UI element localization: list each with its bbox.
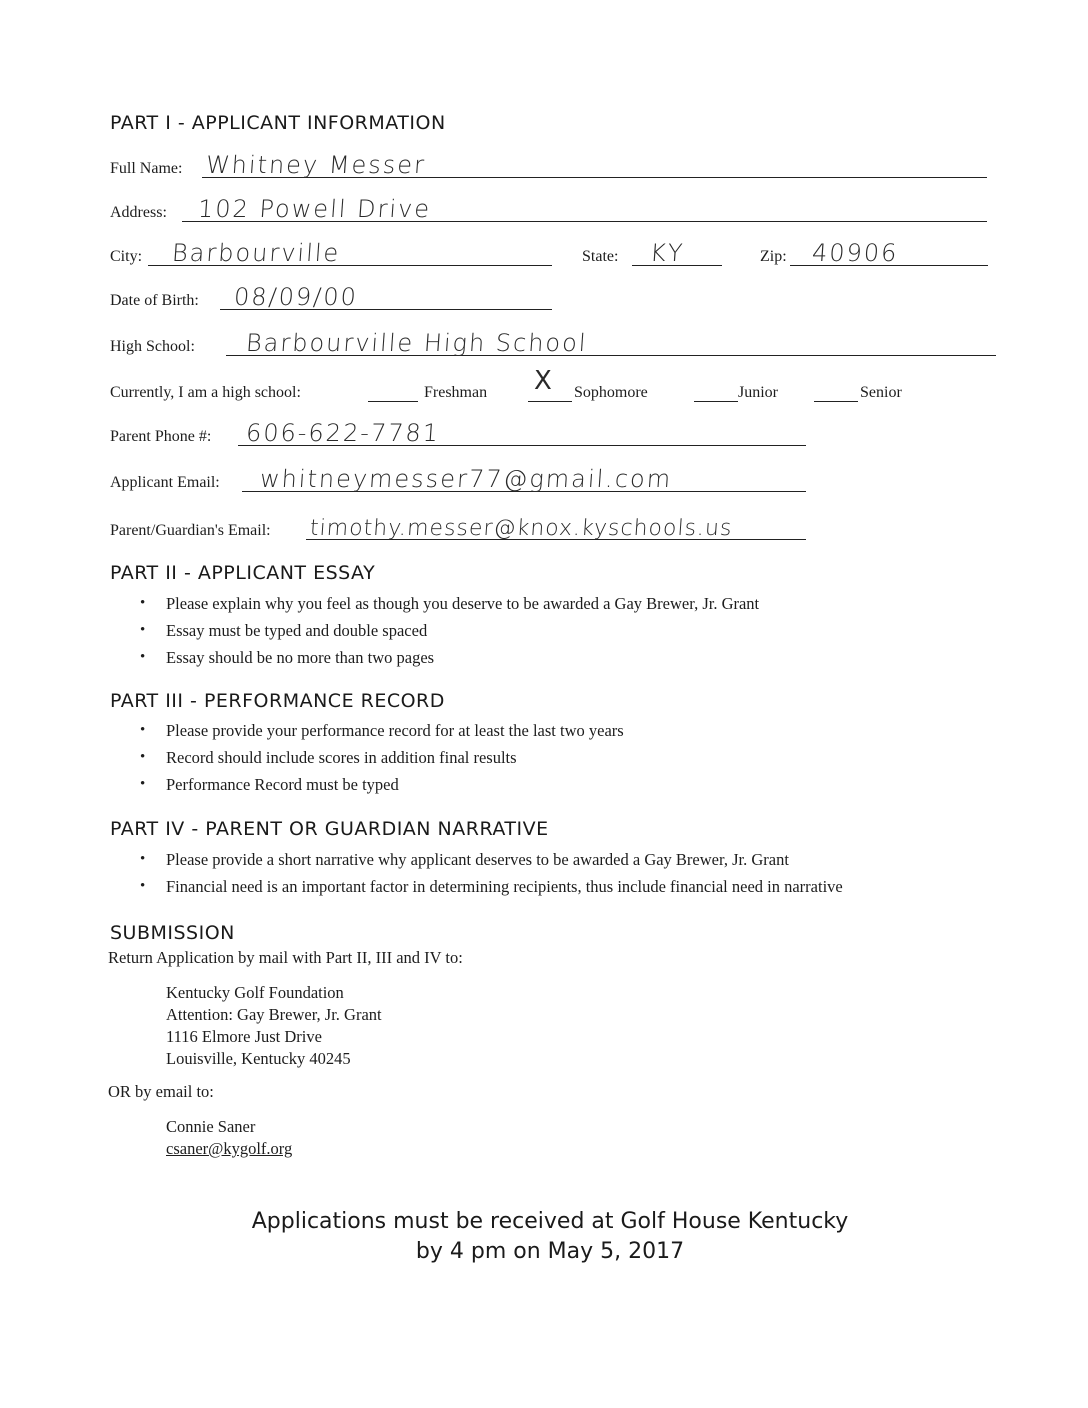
deadline-notice [0, 1207, 1088, 1267]
address-line-2: Attention: Gay Brewer, Jr. Grant [166, 1005, 382, 1024]
parent-phone-field[interactable]: 606-622-7781 [245, 419, 441, 447]
part2-heading: PART II - APPLICANT ESSAY [110, 562, 376, 584]
zip-field[interactable]: 40906 [811, 239, 900, 267]
applicant-email-field[interactable]: whitneymesser77@gmail.com [259, 465, 674, 493]
grade-option-sophomore: Sophomore [574, 384, 648, 401]
email-contact-block [166, 1116, 292, 1160]
dob-field[interactable]: 08/09/00 [233, 283, 359, 311]
junior-blank[interactable] [694, 401, 738, 402]
grade-option-junior: Junior [738, 384, 778, 401]
full-name-row [110, 146, 990, 180]
address-row [110, 190, 990, 224]
high-school-row [110, 324, 1000, 358]
list-item: • Essay should be no more than two pages [166, 644, 759, 671]
dob-row [110, 278, 990, 312]
guardian-email-row [110, 508, 810, 542]
or-email-text: OR by email to: [108, 1082, 214, 1101]
mail-address-block [166, 982, 382, 1070]
grade-label: Currently, I am a high school: [110, 384, 301, 401]
senior-blank[interactable] [814, 401, 858, 402]
grade-row [110, 366, 990, 404]
applicant-email-row [110, 460, 810, 494]
freshman-blank[interactable] [368, 401, 418, 402]
list-item: • Please provide your performance record for at least the last two years [166, 717, 624, 744]
part1-heading: PART I - APPLICANT INFORMATION [110, 112, 446, 134]
sophomore-blank[interactable] [528, 401, 572, 402]
parent-phone-row [110, 414, 810, 448]
address-line-3: 1116 Elmore Just Drive [166, 1027, 322, 1046]
list-item: • Performance Record must be typed [166, 771, 624, 798]
contact-name: Connie Saner [166, 1117, 256, 1136]
guardian-email-label: Parent/Guardian's Email: [110, 522, 271, 539]
list-item: • Essay must be typed and double spaced [166, 617, 759, 644]
address-field[interactable]: 102 Powell Drive [197, 195, 433, 223]
address-line-1: Kentucky Golf Foundation [166, 983, 344, 1002]
submission-intro: Return Application by mail with Part II, III and IV to: [108, 948, 463, 967]
state-label: State: [582, 248, 619, 265]
dob-label: Date of Birth: [110, 292, 199, 309]
list-item: • Record should include scores in addition final results [166, 744, 624, 771]
part4-heading: PART IV - PARENT OR GUARDIAN NARRATIVE [110, 818, 549, 840]
deadline-line-2: by 4 pm on May 5, 2017 [415, 1239, 685, 1264]
part4-bullet-list [138, 846, 843, 900]
list-item: • Please explain why you feel as though you deserve to be awarded a Gay Brewer, Jr. Grant [166, 590, 759, 617]
grade-option-freshman: Freshman [424, 384, 488, 401]
applicant-email-label: Applicant Email: [110, 474, 220, 491]
full-name-field[interactable]: Whitney Messer [205, 151, 427, 179]
city-field[interactable]: Barbourville [171, 239, 342, 267]
list-item: • Please provide a short narrative why applicant deserves to be awarded a Gay Brewer, Jr. Grant [166, 846, 843, 873]
part3-heading: PART III - PERFORMANCE RECORD [110, 690, 445, 712]
city-row [110, 234, 990, 268]
list-item: • Financial need is an important factor in determining recipients, thus include financial need in narrative [166, 873, 843, 900]
high-school-field[interactable]: Barbourville High School [245, 329, 589, 357]
high-school-label: High School: [110, 338, 195, 355]
parent-phone-label: Parent Phone #: [110, 428, 212, 445]
address-line-4: Louisville, Kentucky 40245 [166, 1049, 351, 1068]
full-name-label: Full Name: [110, 160, 183, 177]
zip-label: Zip: [760, 248, 787, 265]
sophomore-x-mark: X [534, 366, 552, 396]
grade-option-senior: Senior [860, 384, 902, 401]
part2-bullet-list [138, 590, 759, 671]
part3-bullet-list [138, 717, 624, 798]
address-label: Address: [110, 204, 167, 221]
guardian-email-field[interactable]: timothy.messer@knox.kyschools.us [309, 516, 734, 541]
deadline-line-1: Applications must be received at Golf House Kentucky [251, 1209, 849, 1234]
contact-email-link[interactable]: csaner@kygolf.org [166, 1139, 293, 1158]
submission-heading: SUBMISSION [110, 922, 235, 944]
city-label: City: [110, 248, 143, 265]
state-field[interactable]: KY [649, 239, 686, 267]
